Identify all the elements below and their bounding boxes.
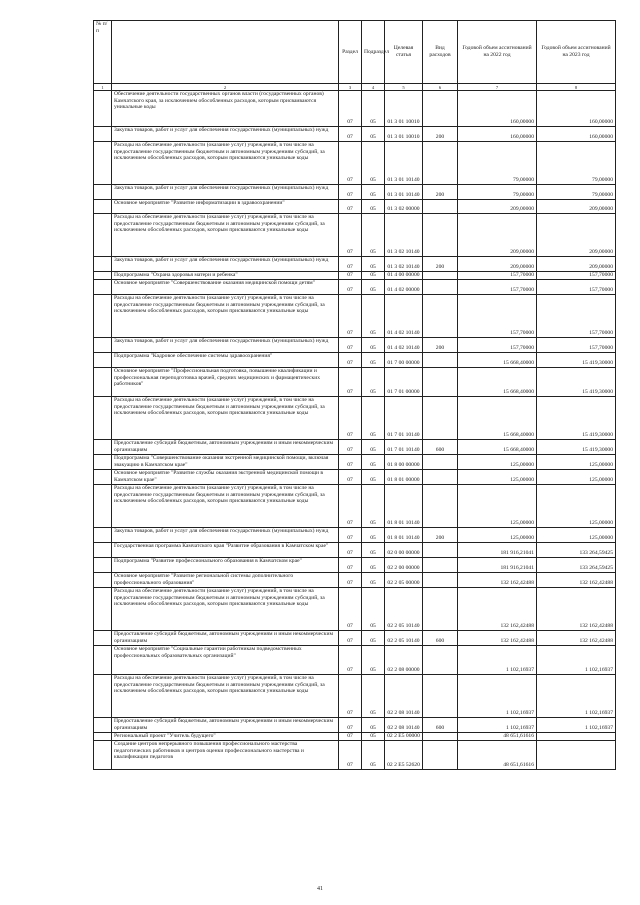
- cell-amount-2023: 209,00000: [537, 200, 616, 214]
- cell-target-code: 01 3 02 00000: [385, 200, 423, 214]
- cell-expense-type: [423, 741, 458, 770]
- cell-target-code: 01 8 01 10140: [385, 485, 423, 528]
- cell-amount-2022: 209,00000: [458, 257, 537, 272]
- cell-razdel: 07: [339, 741, 362, 770]
- cell-description: Расходы на обеспечение деятельности (оказание услуг) учреждений, в том числе на предоставление государственным бюджетным и автономным учреждениям субсидий, за исключением обособленных расходов, которым присваиваются уникальные коды: [112, 214, 339, 257]
- table-row: [94, 280, 616, 295]
- cell-target-code: 01 7 00 00000: [385, 353, 423, 368]
- cell-target-code: 01 3 02 10140: [385, 257, 423, 272]
- cell-amount-2022: 209,00000: [458, 200, 537, 214]
- column-number: 5: [385, 84, 423, 91]
- cell-expense-type: 600: [423, 718, 458, 733]
- cell-podrazdel: 05: [362, 272, 385, 280]
- cell-description: Основное мероприятие "Профессиональная подготовка, повышение квалификации и профессиональная переподготовка врачей, средних медицинских и фармацевтических работников": [112, 368, 339, 397]
- cell-no: [94, 558, 112, 573]
- table-row: [94, 631, 616, 646]
- cell-expense-type: [423, 91, 458, 127]
- cell-podrazdel: 05: [362, 485, 385, 528]
- cell-podrazdel: 05: [362, 280, 385, 295]
- cell-podrazdel: 05: [362, 214, 385, 257]
- cell-target-code: 02 2 E5 52620: [385, 741, 423, 770]
- cell-amount-2022: 79,00000: [458, 185, 537, 200]
- cell-amount-2023: [537, 733, 616, 741]
- table-row: [94, 588, 616, 631]
- cell-razdel: 07: [339, 631, 362, 646]
- table-row: [94, 257, 616, 272]
- cell-amount-2023: 15 419,30000: [537, 440, 616, 455]
- cell-target-code: 02 2 08 00000: [385, 646, 423, 675]
- cell-amount-2022: 15 668,40000: [458, 368, 537, 397]
- cell-no: [94, 368, 112, 397]
- cell-no: [94, 185, 112, 200]
- cell-expense-type: 200: [423, 185, 458, 200]
- cell-amount-2023: 79,00000: [537, 185, 616, 200]
- header-name: [112, 21, 339, 84]
- cell-amount-2022: 157,70000: [458, 295, 537, 338]
- table-row: [94, 543, 616, 558]
- cell-target-code: 01 4 02 00000: [385, 280, 423, 295]
- table-row: [94, 127, 616, 142]
- cell-razdel: 07: [339, 397, 362, 440]
- cell-target-code: 01 8 01 00000: [385, 470, 423, 485]
- cell-description: Основное мероприятие "Развитие региональной системы дополнительного профессионального образования": [112, 573, 339, 588]
- cell-no: [94, 528, 112, 543]
- cell-podrazdel: 05: [362, 741, 385, 770]
- cell-podrazdel: 05: [362, 558, 385, 573]
- cell-expense-type: 200: [423, 127, 458, 142]
- header-2022: Годовой объем ассигнований на 2022 год: [458, 21, 537, 84]
- cell-description: Предоставление субсидий бюджетным, автономным учреждениям и иным некоммерческим организациям: [112, 440, 339, 455]
- table-row: [94, 353, 616, 368]
- cell-no: [94, 214, 112, 257]
- cell-razdel: 07: [339, 280, 362, 295]
- cell-target-code: 01 3 01 10010: [385, 91, 423, 127]
- cell-amount-2023: 125,00000: [537, 470, 616, 485]
- cell-razdel: 07: [339, 485, 362, 528]
- header-razdel: Раздел: [339, 21, 362, 84]
- cell-razdel: 07: [339, 675, 362, 718]
- cell-target-code: 02 2 08 10140: [385, 675, 423, 718]
- cell-podrazdel: 05: [362, 368, 385, 397]
- cell-expense-type: 600: [423, 440, 458, 455]
- table-body: [94, 91, 616, 770]
- cell-razdel: 07: [339, 573, 362, 588]
- cell-amount-2023: 125,00000: [537, 455, 616, 470]
- header-row: [94, 21, 616, 84]
- cell-expense-type: [423, 200, 458, 214]
- cell-podrazdel: 05: [362, 573, 385, 588]
- cell-description: Обеспечение деятельности государственных органов власти (государственных органов) Камчатского края, за исключением обособленных расходов, которым присваиваются уникальные коды: [112, 91, 339, 127]
- cell-podrazdel: 05: [362, 588, 385, 631]
- cell-amount-2023: 125,00000: [537, 528, 616, 543]
- cell-description: Предоставление субсидий бюджетным, автономным учреждениям и иным некоммерческим организациям: [112, 718, 339, 733]
- table-row: [94, 573, 616, 588]
- table-row: [94, 200, 616, 214]
- cell-description: Основное мероприятие "Развитие информатизации в здравоохранении": [112, 200, 339, 214]
- cell-description: Основное мероприятие "Совершенствование оказания медицинской помощи детям": [112, 280, 339, 295]
- cell-no: [94, 543, 112, 558]
- cell-amount-2022: 181 916,21041: [458, 543, 537, 558]
- cell-amount-2023: 125,00000: [537, 485, 616, 528]
- cell-amount-2023: 132 162,42488: [537, 631, 616, 646]
- cell-no: [94, 280, 112, 295]
- cell-amount-2022: 1 102,16937: [458, 675, 537, 718]
- column-number: 2: [112, 84, 339, 91]
- column-number: 8: [537, 84, 616, 91]
- cell-expense-type: [423, 280, 458, 295]
- table-row: [94, 185, 616, 200]
- cell-target-code: 02 2 05 10140: [385, 631, 423, 646]
- cell-expense-type: 200: [423, 338, 458, 353]
- table-row: [94, 368, 616, 397]
- cell-podrazdel: 05: [362, 353, 385, 368]
- cell-razdel: 07: [339, 338, 362, 353]
- column-number: 6: [423, 84, 458, 91]
- cell-podrazdel: 05: [362, 675, 385, 718]
- table-row: [94, 470, 616, 485]
- table-row: [94, 675, 616, 718]
- cell-amount-2023: 160,00000: [537, 127, 616, 142]
- cell-no: [94, 741, 112, 770]
- cell-podrazdel: 05: [362, 257, 385, 272]
- cell-podrazdel: 05: [362, 455, 385, 470]
- cell-target-code: 02 2 05 10140: [385, 588, 423, 631]
- cell-amount-2023: 1 102,16937: [537, 675, 616, 718]
- budget-table: [93, 20, 616, 770]
- cell-description: Закупка товаров, работ и услуг для обеспечения государственных (муниципальных) нужд: [112, 185, 339, 200]
- cell-razdel: 07: [339, 214, 362, 257]
- cell-target-code: 01 8 01 10140: [385, 528, 423, 543]
- header-vid: Вид расходов: [423, 21, 458, 84]
- cell-expense-type: [423, 368, 458, 397]
- cell-razdel: 07: [339, 588, 362, 631]
- cell-podrazdel: 05: [362, 185, 385, 200]
- cell-description: Подпрограмма "Развитие профессионального образования в Камчатском крае": [112, 558, 339, 573]
- table-row: [94, 558, 616, 573]
- cell-description: Расходы на обеспечение деятельности (оказание услуг) учреждений, в том числе на предоставление государственным бюджетным и автономным учреждениям субсидий, за исключением обособленных расходов, которым присваиваются уникальные коды: [112, 675, 339, 718]
- cell-razdel: 07: [339, 470, 362, 485]
- cell-amount-2023: 79,00000: [537, 142, 616, 185]
- cell-amount-2022: 132 162,42488: [458, 631, 537, 646]
- cell-amount-2022: 209,00000: [458, 214, 537, 257]
- cell-target-code: 01 3 01 10140: [385, 142, 423, 185]
- cell-expense-type: [423, 470, 458, 485]
- cell-description: Региональный проект "Учитель будущего": [112, 733, 339, 741]
- cell-amount-2023: 209,00000: [537, 257, 616, 272]
- cell-amount-2023: 133 264,59425: [537, 543, 616, 558]
- table-row: [94, 485, 616, 528]
- cell-no: [94, 338, 112, 353]
- cell-amount-2023: 209,00000: [537, 214, 616, 257]
- cell-podrazdel: 05: [362, 718, 385, 733]
- cell-podrazdel: 05: [362, 295, 385, 338]
- cell-target-code: 01 3 01 10010: [385, 127, 423, 142]
- cell-amount-2022: 157,70000: [458, 338, 537, 353]
- cell-amount-2022: 132 162,42488: [458, 588, 537, 631]
- cell-description: Предоставление субсидий бюджетным, автономным учреждениям и иным некоммерческим организациям: [112, 631, 339, 646]
- cell-expense-type: [423, 573, 458, 588]
- cell-razdel: 07: [339, 646, 362, 675]
- cell-target-code: 02 2 E5 00000: [385, 733, 423, 741]
- cell-amount-2022: 132 162,42488: [458, 573, 537, 588]
- cell-amount-2023: 15 419,30000: [537, 353, 616, 368]
- cell-amount-2023: 15 419,30000: [537, 397, 616, 440]
- cell-amount-2022: 48 651,61616: [458, 741, 537, 770]
- cell-description: Подпрограмма "Охрана здоровья матери и ребенка": [112, 272, 339, 280]
- cell-podrazdel: 05: [362, 470, 385, 485]
- table-row: [94, 440, 616, 455]
- cell-expense-type: [423, 397, 458, 440]
- cell-no: [94, 573, 112, 588]
- cell-no: [94, 91, 112, 127]
- cell-expense-type: 200: [423, 257, 458, 272]
- cell-amount-2023: 133 264,59425: [537, 558, 616, 573]
- cell-description: Расходы на обеспечение деятельности (оказание услуг) учреждений, в том числе на предоставление государственным бюджетным и автономным учреждениям субсидий, за исключением обособленных расходов, которым присваиваются уникальные коды: [112, 142, 339, 185]
- cell-expense-type: [423, 455, 458, 470]
- cell-amount-2023: 157,70000: [537, 338, 616, 353]
- cell-amount-2022: 160,00000: [458, 91, 537, 127]
- cell-podrazdel: 05: [362, 127, 385, 142]
- cell-description: Подпрограмма "Кадровое обеспечение системы здравоохранения": [112, 353, 339, 368]
- cell-amount-2023: 157,70000: [537, 280, 616, 295]
- cell-expense-type: [423, 353, 458, 368]
- cell-razdel: 07: [339, 272, 362, 280]
- cell-amount-2023: 1 102,16937: [537, 718, 616, 733]
- table-row: [94, 718, 616, 733]
- cell-no: [94, 200, 112, 214]
- cell-expense-type: [423, 543, 458, 558]
- cell-podrazdel: 05: [362, 91, 385, 127]
- cell-razdel: 07: [339, 733, 362, 741]
- cell-no: [94, 646, 112, 675]
- cell-target-code: 01 8 00 00000: [385, 455, 423, 470]
- cell-description: Закупка товаров, работ и услуг для обеспечения государственных (муниципальных) нужд: [112, 127, 339, 142]
- table-row: [94, 142, 616, 185]
- cell-description: Расходы на обеспечение деятельности (оказание услуг) учреждений, в том числе на предоставление государственным бюджетным и автономным учреждениям субсидий, за исключением обособленных расходов, которым присваиваются уникальные коды: [112, 485, 339, 528]
- cell-razdel: 07: [339, 455, 362, 470]
- cell-target-code: 02 2 08 10140: [385, 718, 423, 733]
- column-number: 1: [94, 84, 112, 91]
- column-number: 3: [339, 84, 362, 91]
- cell-amount-2022: 1 102,16937: [458, 646, 537, 675]
- cell-amount-2023: 157,70000: [537, 272, 616, 280]
- table-row: [94, 272, 616, 280]
- cell-amount-2023: 160,00000: [537, 91, 616, 127]
- cell-description: Закупка товаров, работ и услуг для обеспечения государственных (муниципальных) нужд: [112, 528, 339, 543]
- cell-expense-type: [423, 272, 458, 280]
- cell-razdel: 07: [339, 353, 362, 368]
- cell-no: [94, 142, 112, 185]
- cell-expense-type: [423, 295, 458, 338]
- cell-no: [94, 455, 112, 470]
- cell-description: Расходы на обеспечение деятельности (оказание услуг) учреждений, в том числе на предоставление государственным бюджетным и автономным учреждениям субсидий, за исключением обособленных расходов, которым присваиваются уникальные коды: [112, 295, 339, 338]
- header-2023: Годовой объем ассигнований на 2023 год: [537, 21, 616, 84]
- table-row: [94, 741, 616, 770]
- cell-target-code: 01 4 00 00000: [385, 272, 423, 280]
- cell-target-code: 01 7 01 10140: [385, 440, 423, 455]
- cell-podrazdel: 05: [362, 646, 385, 675]
- cell-amount-2022: 125,00000: [458, 455, 537, 470]
- header-podrazdel: Подраздел: [362, 21, 385, 84]
- cell-razdel: 07: [339, 368, 362, 397]
- cell-no: [94, 675, 112, 718]
- cell-razdel: 07: [339, 200, 362, 214]
- cell-amount-2023: 1 102,16937: [537, 646, 616, 675]
- cell-amount-2022: 125,00000: [458, 528, 537, 543]
- cell-podrazdel: 05: [362, 733, 385, 741]
- cell-expense-type: [423, 675, 458, 718]
- cell-razdel: 07: [339, 528, 362, 543]
- cell-razdel: 07: [339, 440, 362, 455]
- cell-expense-type: [423, 558, 458, 573]
- cell-amount-2022: 125,00000: [458, 470, 537, 485]
- cell-target-code: 01 4 02 10140: [385, 338, 423, 353]
- cell-expense-type: [423, 588, 458, 631]
- table-row: [94, 528, 616, 543]
- cell-amount-2022: 15 668,40000: [458, 440, 537, 455]
- cell-target-code: 02 2 00 00000: [385, 558, 423, 573]
- cell-expense-type: [423, 646, 458, 675]
- cell-target-code: 01 3 02 10140: [385, 214, 423, 257]
- cell-amount-2023: 132 162,42488: [537, 588, 616, 631]
- cell-no: [94, 718, 112, 733]
- page-number: 41: [317, 886, 323, 892]
- cell-no: [94, 257, 112, 272]
- cell-no: [94, 588, 112, 631]
- cell-no: [94, 485, 112, 528]
- header-no: № п/п: [94, 21, 112, 84]
- cell-amount-2023: 15 419,30000: [537, 368, 616, 397]
- cell-amount-2022: 160,00000: [458, 127, 537, 142]
- cell-amount-2022: 181 916,21041: [458, 558, 537, 573]
- cell-amount-2023: 157,70000: [537, 295, 616, 338]
- cell-razdel: 07: [339, 185, 362, 200]
- cell-expense-type: [423, 214, 458, 257]
- cell-no: [94, 470, 112, 485]
- table-row: [94, 338, 616, 353]
- cell-target-code: 01 4 02 10140: [385, 295, 423, 338]
- cell-podrazdel: 05: [362, 338, 385, 353]
- cell-podrazdel: 05: [362, 528, 385, 543]
- cell-target-code: 01 7 01 00000: [385, 368, 423, 397]
- cell-description: Основное мероприятие "Развитие службы оказания экстренной медицинской помощи в Камчатском крае": [112, 470, 339, 485]
- cell-description: Государственная программа Камчатского края "Развитие образования в Камчатском крае": [112, 543, 339, 558]
- cell-no: [94, 353, 112, 368]
- table-row: [94, 295, 616, 338]
- cell-amount-2022: 1 102,16937: [458, 718, 537, 733]
- cell-expense-type: [423, 485, 458, 528]
- column-number: 4: [362, 84, 385, 91]
- cell-description: Создание центров непрерывного повышения профессионального мастерства педагогических работников и центров оценки профессионального мастерства и квалификации педагогов: [112, 741, 339, 770]
- cell-podrazdel: 05: [362, 543, 385, 558]
- cell-target-code: 01 3 01 10140: [385, 185, 423, 200]
- cell-razdel: 07: [339, 558, 362, 573]
- cell-description: Подпрограмма "Совершенствование оказания экстренной медицинской помощи, включая эвакуацию в Камчатском крае": [112, 455, 339, 470]
- cell-podrazdel: 05: [362, 631, 385, 646]
- cell-expense-type: [423, 142, 458, 185]
- cell-razdel: 07: [339, 91, 362, 127]
- cell-amount-2022: 15 668,40000: [458, 353, 537, 368]
- cell-description: Основное мероприятие "Социальные гарантии работникам подведомственных профессиональных образовательных организаций": [112, 646, 339, 675]
- table-row: [94, 646, 616, 675]
- cell-expense-type: [423, 733, 458, 741]
- cell-amount-2023: 132 162,42488: [537, 573, 616, 588]
- column-number: 7: [458, 84, 537, 91]
- cell-razdel: 07: [339, 142, 362, 185]
- table-row: [94, 91, 616, 127]
- cell-razdel: 07: [339, 718, 362, 733]
- cell-amount-2023: [537, 741, 616, 770]
- cell-expense-type: 200: [423, 528, 458, 543]
- cell-no: [94, 733, 112, 741]
- cell-no: [94, 295, 112, 338]
- cell-amount-2022: 15 668,40000: [458, 397, 537, 440]
- cell-amount-2022: 157,70000: [458, 272, 537, 280]
- header-target: Целевая статья: [385, 21, 423, 84]
- cell-description: Закупка товаров, работ и услуг для обеспечения государственных (муниципальных) нужд: [112, 338, 339, 353]
- cell-amount-2022: 79,00000: [458, 142, 537, 185]
- cell-description: Расходы на обеспечение деятельности (оказание услуг) учреждений, в том числе на предоставление государственным бюджетным и автономным учреждениям субсидий, за исключением обособленных расходов, которым присваиваются уникальные коды: [112, 588, 339, 631]
- table-row: [94, 214, 616, 257]
- cell-no: [94, 631, 112, 646]
- column-number-row: [94, 84, 616, 91]
- cell-razdel: 07: [339, 257, 362, 272]
- table-row: [94, 397, 616, 440]
- table-row: [94, 455, 616, 470]
- cell-target-code: 01 7 01 10140: [385, 397, 423, 440]
- cell-amount-2022: 48 651,61616: [458, 733, 537, 741]
- cell-target-code: 02 2 05 00000: [385, 573, 423, 588]
- cell-no: [94, 397, 112, 440]
- cell-target-code: 02 0 00 00000: [385, 543, 423, 558]
- cell-no: [94, 440, 112, 455]
- table-row: [94, 733, 616, 741]
- cell-amount-2022: 125,00000: [458, 485, 537, 528]
- cell-no: [94, 272, 112, 280]
- cell-podrazdel: 05: [362, 142, 385, 185]
- cell-description: Закупка товаров, работ и услуг для обеспечения государственных (муниципальных) нужд: [112, 257, 339, 272]
- cell-razdel: 07: [339, 295, 362, 338]
- cell-amount-2022: 157,70000: [458, 280, 537, 295]
- cell-no: [94, 127, 112, 142]
- cell-description: Расходы на обеспечение деятельности (оказание услуг) учреждений, в том числе на предоставление государственным бюджетным и автономным учреждениям субсидий, за исключением обособленных расходов, которым присваиваются уникальные коды: [112, 397, 339, 440]
- cell-razdel: 07: [339, 543, 362, 558]
- cell-podrazdel: 05: [362, 440, 385, 455]
- cell-expense-type: 600: [423, 631, 458, 646]
- cell-podrazdel: 05: [362, 397, 385, 440]
- cell-razdel: 07: [339, 127, 362, 142]
- cell-podrazdel: 05: [362, 200, 385, 214]
